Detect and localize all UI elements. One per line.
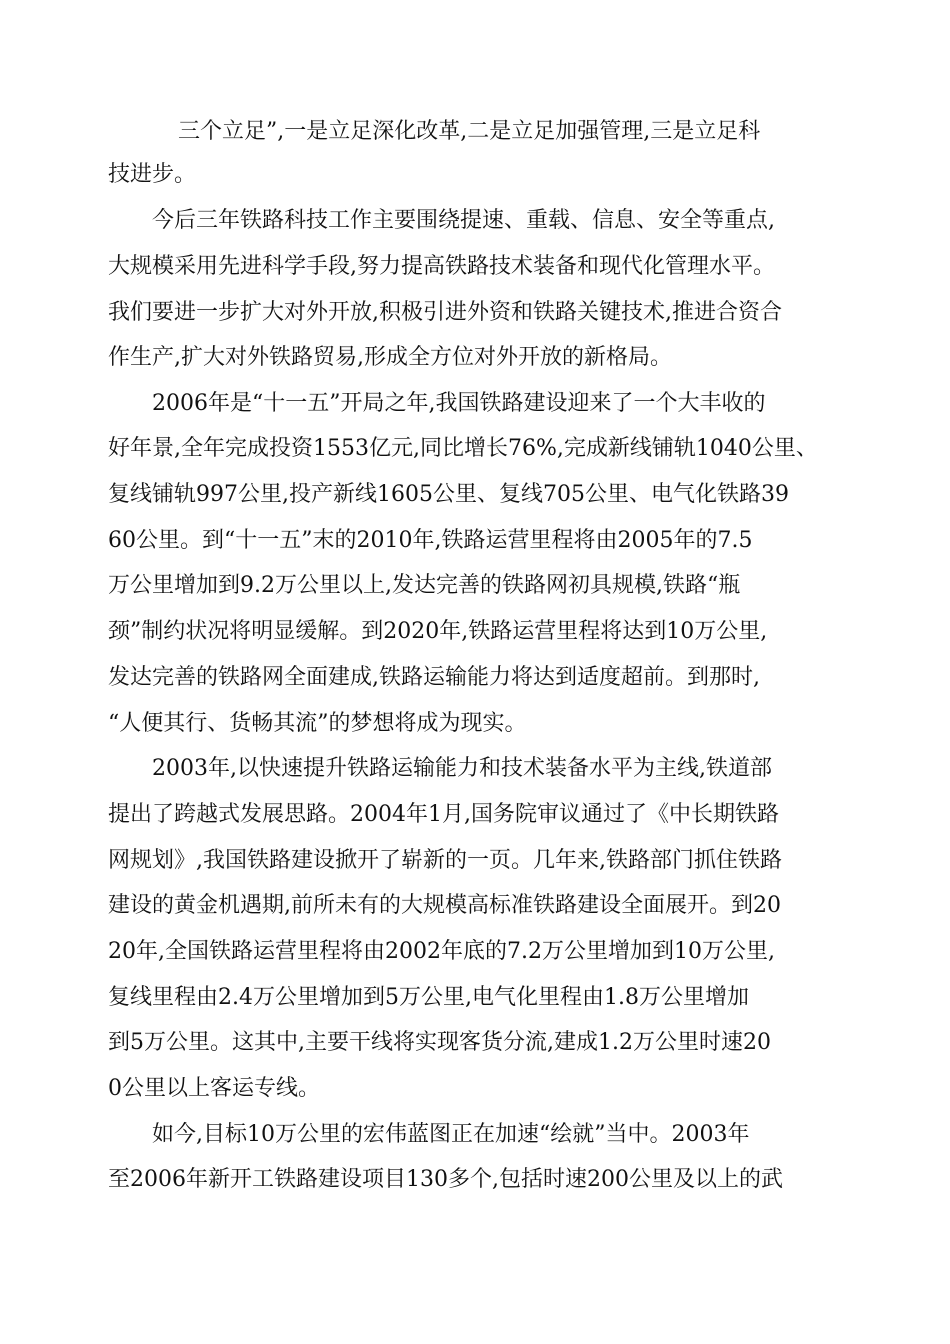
paragraph-line: 发达完善的铁路网全面建成,铁路运输能力将达到适度超前。到那时, xyxy=(108,665,760,690)
paragraph-line: 2003年,以快速提升铁路运输能力和技术装备水平为主线,铁道部 xyxy=(152,756,772,781)
paragraph-line: 建设的黄金机遇期,前所未有的大规模高标准铁路建设全面展开。到20 xyxy=(108,893,781,918)
paragraph-line: 大规模采用先进科学手段,努力提高铁路技术装备和现代化管理水平。 xyxy=(108,254,775,279)
paragraph-line: 技进步。 xyxy=(108,162,197,187)
paragraph-line: 如今,目标10万公里的宏伟蓝图正在加速“绘就”当中。2003年 xyxy=(152,1122,750,1147)
paragraph-line: 20年,全国铁路运营里程将由2002年底的7.2万公里增加到10万公里, xyxy=(108,939,775,964)
paragraph-line: 我们要进一步扩大对外开放,积极引进外资和铁路关键技术,推进合资合 xyxy=(108,300,782,325)
paragraph-line: 至2006年新开工铁路建设项目130多个,包括时速200公里及以上的武 xyxy=(108,1167,783,1192)
paragraph-line: 万公里增加到9.2万公里以上,发达完善的铁路网初具规模,铁路“瓶 xyxy=(108,573,741,598)
paragraph-line: 颈”制约状况将明显缓解。到2020年,铁路运营里程将达到10万公里, xyxy=(108,619,768,644)
paragraph-line: 到5万公里。这其中,主要干线将实现客货分流,建成1.2万公里时速20 xyxy=(108,1030,771,1055)
paragraph-line: 2006年是“十一五”开局之年,我国铁路建设迎来了一个大丰收的 xyxy=(152,391,766,416)
paragraph-line: 今后三年铁路科技工作主要围绕提速、重载、信息、安全等重点, xyxy=(152,208,775,233)
paragraph-line: 作生产,扩大对外铁路贸易,形成全方位对外开放的新格局。 xyxy=(108,345,672,370)
paragraph-line: 网规划》,我国铁路建设掀开了崭新的一页。几年来,铁路部门抓住铁路 xyxy=(108,848,782,873)
paragraph-line: 复线铺轨997公里,投产新线1605公里、复线705公里、电气化铁路39 xyxy=(108,482,789,507)
paragraph-line: “人便其行、货畅其流”的梦想将成为现实。 xyxy=(108,711,527,736)
paragraph-line: 复线里程由2.4万公里增加到5万公里,电气化里程由1.8万公里增加 xyxy=(108,985,749,1010)
paragraph-line: 提出了跨越式发展思路。2004年1月,国务院审议通过了《中长期铁路 xyxy=(108,802,779,827)
paragraph-line: 好年景,全年完成投资1553亿元,同比增长76%,完成新线铺轨1040公里、 xyxy=(108,436,818,461)
paragraph-line: 0公里以上客运专线。 xyxy=(108,1076,320,1101)
paragraph-line: 三个立足”,一是立足深化改革,二是立足加强管理,三是立足科 xyxy=(178,119,761,144)
paragraph-line: 60公里。到“十一五”末的2010年,铁路运营里程将由2005年的7.5 xyxy=(108,528,753,553)
